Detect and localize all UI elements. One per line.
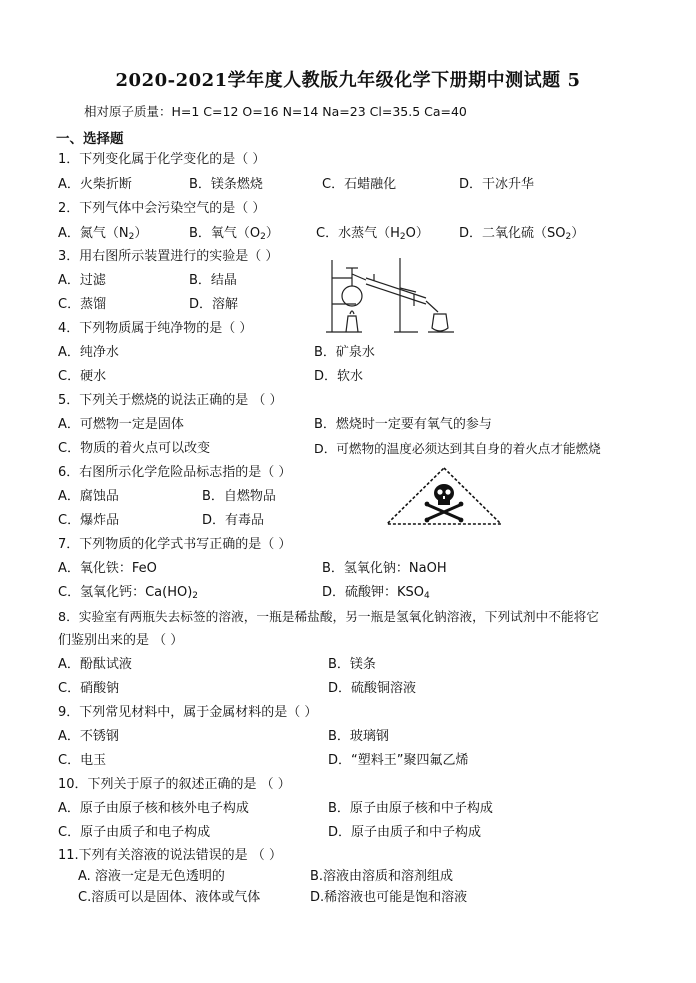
q8-option-b: B．镁条	[328, 657, 376, 672]
q1-option-b: B．镁条燃烧	[189, 177, 263, 192]
q4-option-d: D．软水	[314, 369, 364, 384]
q11-option-c: C.溶质可以是固体、液体或气体	[78, 890, 261, 905]
question-9-stem: 9．下列常见材料中，属于金属材料的是（ ）	[58, 705, 318, 720]
q7-option-a: A．氧化铁：FeO	[58, 561, 157, 576]
question-5-stem: 5．下列关于燃烧的说法正确的是 （ ）	[58, 393, 283, 408]
q5-option-c: C．物质的着火点可以改变	[58, 441, 211, 456]
question-4-stem: 4．下列物质属于纯净物的是（ ）	[58, 321, 253, 336]
q10-option-a: A．原子由原子核和核外电子构成	[58, 801, 249, 816]
q10-option-c: C．原子由质子和电子构成	[58, 825, 211, 840]
question-7-stem: 7．下列物质的化学式书写正确的是（ ）	[58, 537, 292, 552]
q8-option-a: A．酚酞试液	[58, 657, 132, 672]
q7-option-c: C．氢氧化钙：$Ca(HO)_2$	[58, 585, 199, 601]
q3-option-a: A．过滤	[58, 273, 106, 288]
question-6-stem: 6．右图所示化学危险品标志指的是（ ）	[58, 465, 292, 480]
page-title: 2020-2021学年度人教版九年级化学下册期中测试题 5	[115, 70, 581, 91]
question-10-stem: 10．下列关于原子的叙述正确的是 （ ）	[58, 777, 291, 792]
question-3-stem: 3．用右图所示装置进行的实验是（ ）	[58, 249, 279, 264]
question-2-stem: 2．下列气体中会污染空气的是（ ）	[58, 201, 266, 216]
q11-option-a: A. 溶液一定是无色透明的	[78, 869, 225, 884]
q2-option-d: D．二氧化硫$(SO_2)$	[459, 226, 585, 242]
q5-option-a: A．可燃物一定是固体	[58, 417, 184, 432]
q2-option-c: C．水蒸气$(H_2O)$	[316, 226, 429, 242]
q1-option-d: D．干冰升华	[459, 177, 535, 192]
q9-option-c: C．电玉	[58, 753, 107, 768]
q1-option-a: A．火柴折断	[58, 177, 132, 192]
atomic-mass-line: 相对原子质量：H=1 C=12 O=16 N=14 Na=23 Cl=35.5 Ca=40	[84, 104, 467, 119]
q1-option-c: C．石蜡融化	[322, 177, 397, 192]
q6-option-a: A．腐蚀品	[58, 489, 119, 504]
q7-option-b: B．氢氧化钠：NaOH	[322, 561, 447, 576]
question-8-stem-line-1: 8．实验室有两瓶失去标签的溶液，一瓶是稀盐酸，另一瓶是氢氧化钠溶液，下列试剂中不能将它	[58, 609, 599, 624]
q10-option-b: B．原子由原子核和中子构成	[328, 801, 493, 816]
q6-option-c: C．爆炸品	[58, 513, 120, 528]
q4-option-a: A．纯净水	[58, 345, 119, 360]
question-11-stem: 11.下列有关溶液的说法错误的是 （ ）	[58, 848, 282, 863]
q3-option-b: B．结晶	[189, 273, 237, 288]
q10-option-d: D．原子由质子和中子构成	[328, 825, 482, 840]
q11-option-d: D.稀溶液也可能是饱和溶液	[310, 890, 468, 905]
q4-option-b: B．矿泉水	[314, 345, 375, 360]
q9-option-d: D．“塑料王”聚四氟乙烯	[328, 753, 469, 768]
q8-option-d: D．硫酸铜溶液	[328, 681, 417, 696]
toxic-hazard-sign-icon	[384, 465, 504, 527]
question-1-stem: 1．下列变化属于化学变化的是（ ）	[58, 152, 266, 167]
question-8-stem-line-2: 们鉴别出来的是 （ ）	[58, 633, 184, 648]
q5-option-d: D．可燃物的温度必须达到其自身的着火点才能燃烧	[314, 441, 601, 456]
q6-option-b: B．自燃物品	[202, 489, 276, 504]
q3-option-d: D．溶解	[189, 297, 239, 312]
q11-option-b: B.溶液由溶质和溶剂组成	[310, 869, 454, 884]
q3-option-c: C．蒸馏	[58, 297, 107, 312]
q7-option-d: D．硫酸钾：$KSO_4$	[322, 585, 430, 601]
q8-option-c: C．硝酸钠	[58, 681, 120, 696]
q9-option-a: A．不锈钢	[58, 729, 119, 744]
q4-option-c: C．硬水	[58, 369, 107, 384]
q2-option-a: A．氮气$(N_2)$	[58, 226, 148, 242]
q2-option-b: B．氧气$(O_2)$	[189, 226, 279, 242]
q9-option-b: B．玻璃钢	[328, 729, 389, 744]
q6-option-d: D．有毒品	[202, 513, 265, 528]
section-heading: 一、选择题	[56, 131, 124, 147]
q5-option-b: B．燃烧时一定要有氧气的参与	[314, 417, 492, 432]
distillation-apparatus-icon	[322, 254, 462, 334]
